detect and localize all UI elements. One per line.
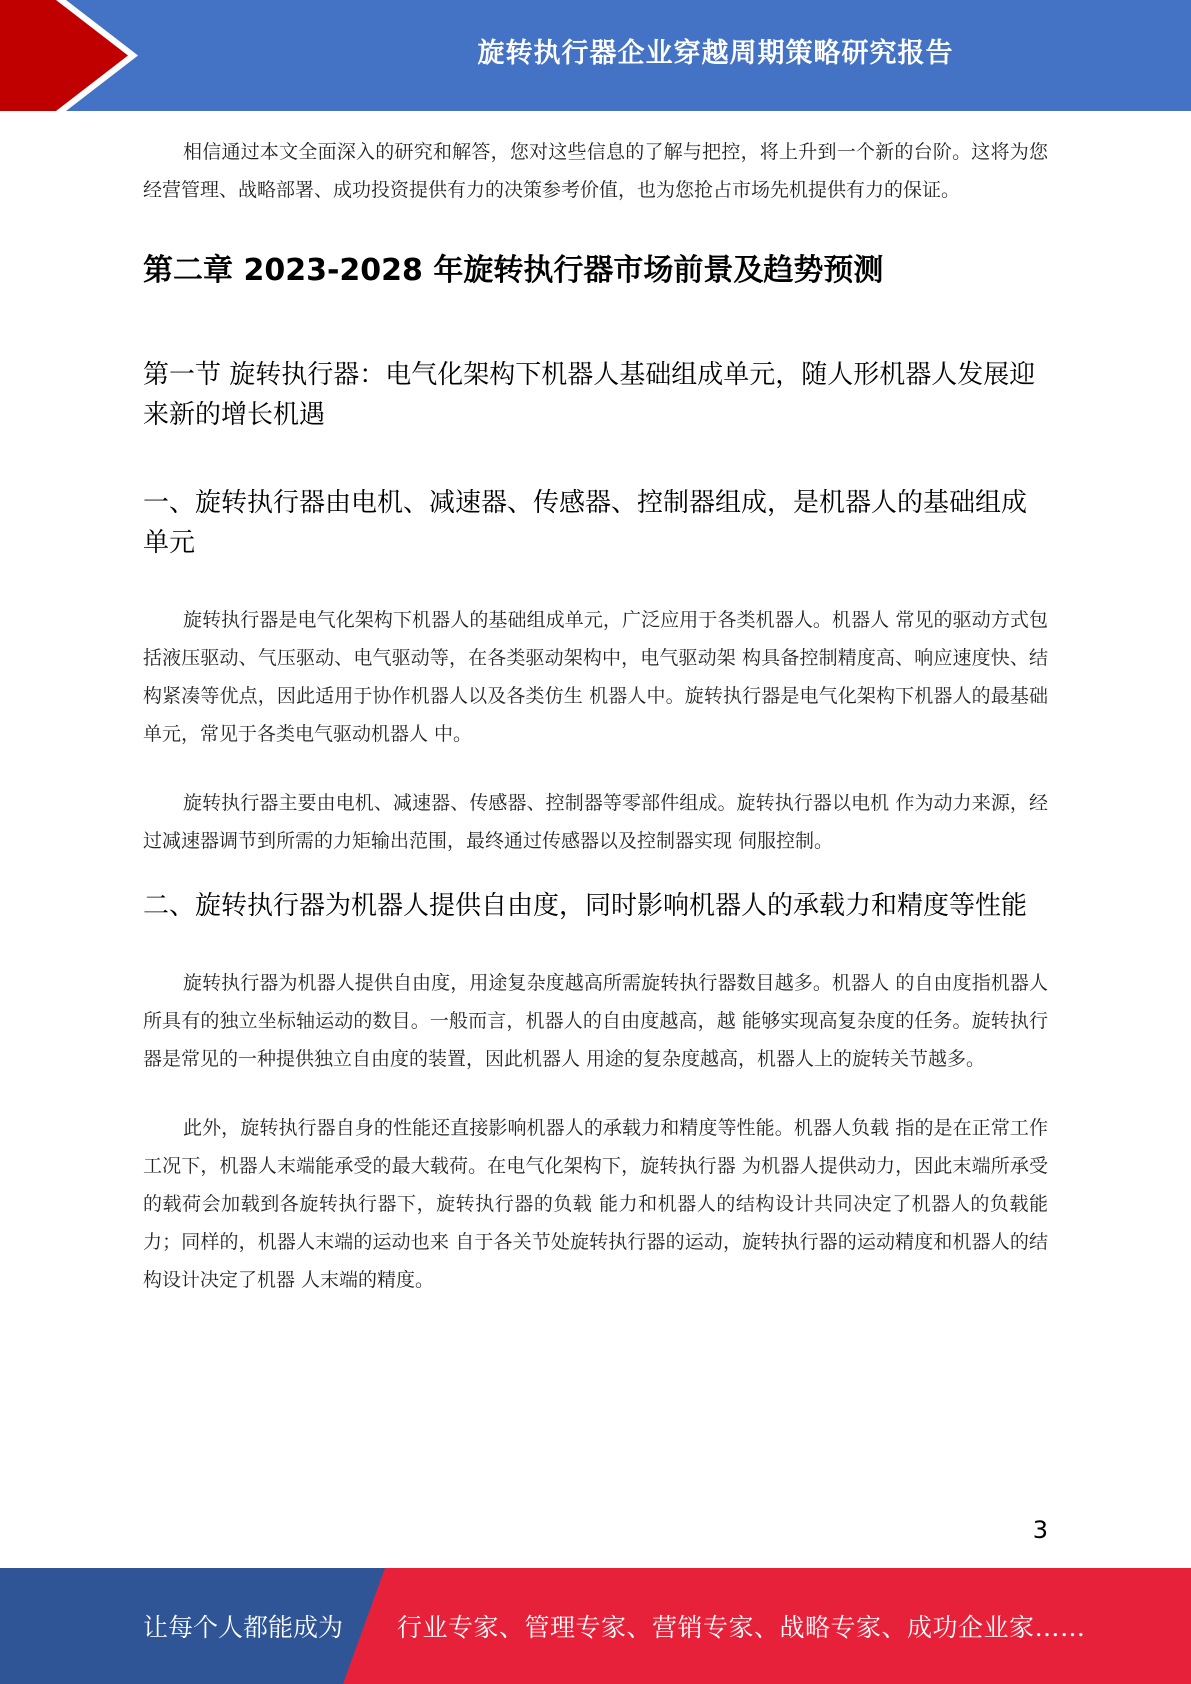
subsection-2-paragraph-1: 旋转执行器为机器人提供自由度，用途复杂度越高所需旋转执行器数目越多。机器人 的自由度指机器人所具有的独立坐标轴运动的数目。一般而言，机器人的自由度越高，越 能够实现高复杂度的任务。旋转执行器是常见的一种提供独立自由度的装置，因此机器人 用途的复杂度越高，机器人上的旋转关节越多。 xyxy=(143,972,1048,1070)
subsection-1-paragraph-1: 旋转执行器是电气化架构下机器人的基础组成单元，广泛应用于各类机器人。机器人 常见的驱动方式包括液压驱动、气压驱动、电气驱动等，在各类驱动架构中，电气驱动架 构具备控制精度高、响应速度快、结构紧凑等优点，因此适用于协作机器人以及各类仿生 机器人中。旋转执行器是电气化架构下机器人的最基础单元，常见于各类电气驱动机器人 中。 xyxy=(143,609,1048,745)
page-header xyxy=(0,0,1191,111)
page-footer xyxy=(0,1568,1191,1684)
page-number: 3 xyxy=(1032,1516,1048,1544)
page-content xyxy=(143,133,1048,1299)
header-title: 旋转执行器企业穿越周期策略研究报告 xyxy=(477,37,954,69)
subsection-2-paragraph-2: 此外，旋转执行器自身的性能还直接影响机器人的承载力和精度等性能。机器人负载 指的是在正常工作工况下，机器人末端能承受的最大载荷。在电气化架构下，旋转执行器 为机器人提供动力，因此末端所承受的载荷会加载到各旋转执行器下，旋转执行器的负载 能力和机器人的结构设计共同决定了机器人的负载能力；同样的，机器人末端的运动也来 自于各关节处旋转执行器的运动，旋转执行器的运动精度和机器人的结构设计决定了机器 人末端的精度。 xyxy=(143,1117,1048,1291)
footer-slogan-right: 行业专家、管理专家、营销专家、战略专家、成功企业家…… xyxy=(397,1613,1086,1642)
subsection-2-title: 二、旋转执行器为机器人提供自由度，同时影响机器人的承载力和精度等性能 xyxy=(143,891,1028,921)
header-arrow-icon xyxy=(0,0,160,111)
subsection-1-title: 一、旋转执行器由电机、减速器、传感器、控制器组成，是机器人的基础组成 单元 xyxy=(143,488,1028,558)
section-1-title: 第一节 旋转执行器：电气化架构下机器人基础组成单元，随人形机器人发展迎来新的增长机遇 xyxy=(143,360,1036,430)
subsection-1-paragraph-2: 旋转执行器主要由电机、减速器、传感器、控制器等零部件组成。旋转执行器以电机 作为动力来源，经过减速器调节到所需的力矩输出范围，最终通过传感器以及控制器实现 伺服控制。 xyxy=(143,792,1048,852)
footer-slogan-left: 让每个人都能成为 xyxy=(143,1613,344,1642)
intro-paragraph: 相信通过本文全面深入的研究和解答，您对这些信息的了解与把控，将上升到一个新的台阶。这将为您经营管理、战略部署、成功投资提供有力的决策参考价值，也为您抢占市场先机提供有力的保证。 xyxy=(143,141,1048,201)
chapter-title: 第二章 2023-2028 年旋转执行器市场前景及趋势预测 xyxy=(143,253,884,288)
